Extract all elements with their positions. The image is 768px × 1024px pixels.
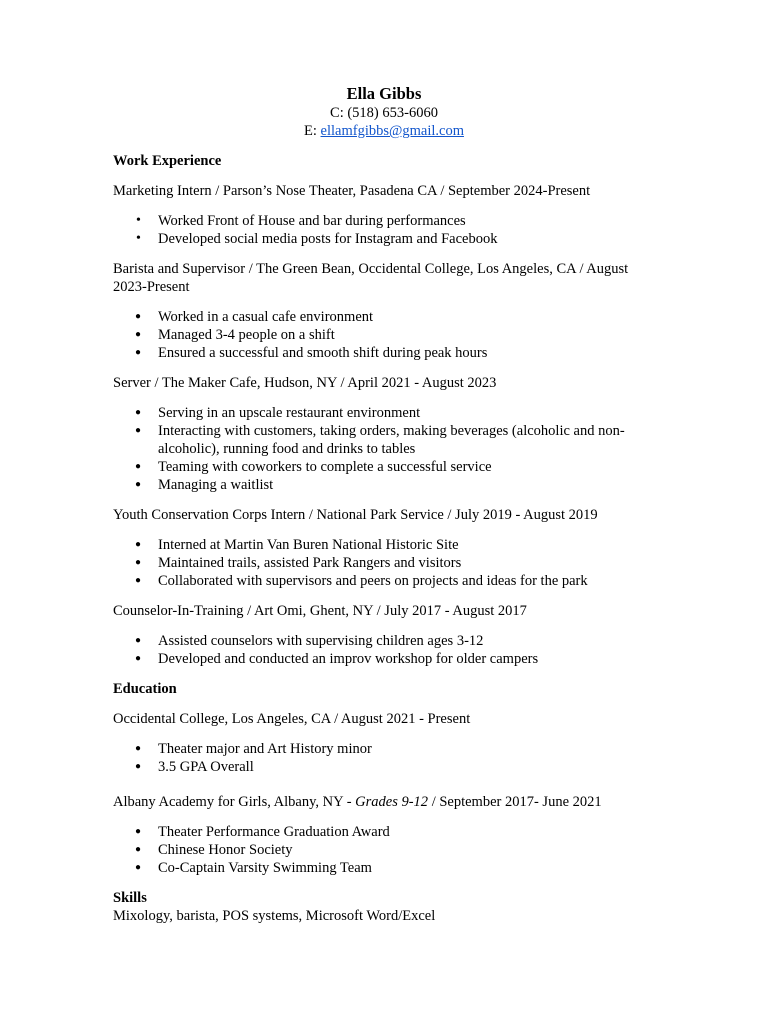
job-title: Youth Conservation Corps Intern / National Park Service / July 2019 - August 2019 bbox=[113, 507, 598, 523]
list-item: ● Assisted counselors with supervising children ages 3-12 bbox=[158, 632, 653, 650]
list-item: • Worked Front of House and bar during performances bbox=[158, 212, 653, 230]
school-dates: / September 2017- June 2021 bbox=[428, 794, 602, 810]
list-item: ● Serving in an upscale restaurant environment bbox=[158, 404, 653, 422]
job-title: Barista and Supervisor / The Green Bean, Occidental College, Los Angeles, CA / August 2023-Present bbox=[113, 261, 629, 295]
list-item: ● Interacting with customers, taking orders, making beverages (alcoholic and non-alcoholic), running food and drinks to tables bbox=[158, 422, 653, 458]
phone-number: C: (518) 653-6060 bbox=[330, 105, 438, 121]
job-title: Marketing Intern / Parson’s Nose Theater, Pasadena CA / September 2024-Present bbox=[113, 183, 591, 199]
email-link[interactable]: ellamfgibbs@gmail.com bbox=[320, 123, 464, 139]
list-item: ● Worked in a casual cafe environment bbox=[158, 308, 653, 326]
school-title bbox=[113, 793, 653, 811]
list-item: ● Co-Captain Varsity Swimming Team bbox=[158, 859, 653, 877]
resume-header bbox=[0, 84, 768, 140]
list-item: ● Maintained trails, assisted Park Rangers and visitors bbox=[158, 554, 653, 572]
list-item: ● Managing a waitlist bbox=[158, 476, 653, 494]
work-experience-heading: Work Experience bbox=[113, 153, 222, 169]
email-line bbox=[0, 122, 768, 140]
education-heading: Education bbox=[113, 681, 177, 697]
job-bullets bbox=[113, 212, 653, 248]
list-item: ● Developed and conducted an improv workshop for older campers bbox=[158, 650, 653, 668]
list-item: ● Chinese Honor Society bbox=[158, 841, 653, 859]
job-title: Counselor-In-Training / Art Omi, Ghent, NY / July 2017 - August 2017 bbox=[113, 603, 527, 619]
skills-heading: Skills bbox=[113, 890, 147, 906]
list-item: ● Interned at Martin Van Buren National Historic Site bbox=[158, 536, 653, 554]
list-item: ● Collaborated with supervisors and peers on projects and ideas for the park bbox=[158, 572, 653, 590]
job-bullets bbox=[113, 308, 653, 362]
job-bullets bbox=[113, 404, 653, 494]
list-item: ● Managed 3-4 people on a shift bbox=[158, 326, 653, 344]
candidate-name: Ella Gibbs bbox=[346, 84, 422, 103]
resume-body bbox=[113, 152, 653, 925]
school-grades: Grades 9-12 bbox=[355, 794, 429, 810]
list-item: ● Teaming with coworkers to complete a successful service bbox=[158, 458, 653, 476]
list-item: • Developed social media posts for Instagram and Facebook bbox=[158, 230, 653, 248]
school-name: Albany Academy for Girls, Albany, NY - bbox=[113, 794, 356, 810]
job-title: Server / The Maker Cafe, Hudson, NY / April 2021 - August 2023 bbox=[113, 375, 497, 391]
job-bullets bbox=[113, 632, 653, 668]
school-bullets bbox=[113, 740, 653, 776]
job-bullets bbox=[113, 536, 653, 590]
list-item: ● Ensured a successful and smooth shift during peak hours bbox=[158, 344, 653, 362]
skills-text: Mixology, barista, POS systems, Microsoft Word/Excel bbox=[113, 908, 436, 924]
school-bullets bbox=[113, 823, 653, 877]
list-item: ● Theater major and Art History minor bbox=[158, 740, 653, 758]
school-title: Occidental College, Los Angeles, CA / August 2021 - Present bbox=[113, 711, 471, 727]
list-item: ● 3.5 GPA Overall bbox=[158, 758, 653, 776]
email-prefix: E: bbox=[304, 123, 321, 139]
list-item: ● Theater Performance Graduation Award bbox=[158, 823, 653, 841]
